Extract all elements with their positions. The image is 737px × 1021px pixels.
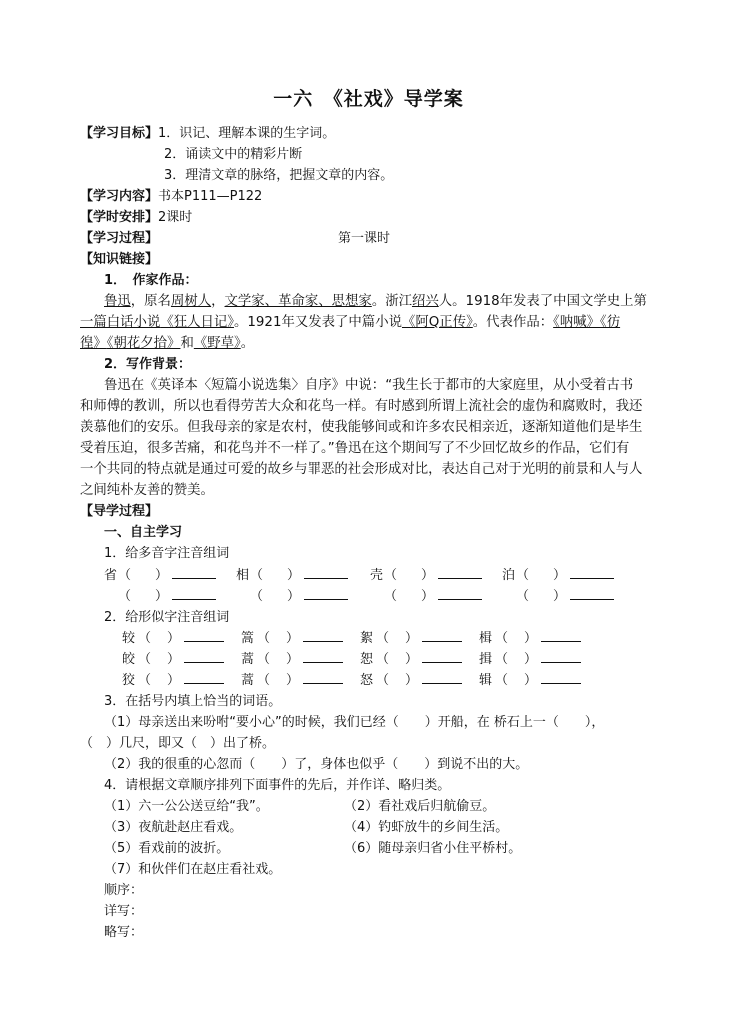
section-heading: 2．写作背景： (104, 357, 192, 372)
paren-close: ） (286, 631, 300, 646)
hours-value: 2课时 (158, 210, 193, 225)
goal-item: 3．理清文章的脉络，把握文章的内容。 (164, 168, 394, 183)
paren-close: ） (287, 589, 301, 604)
char-label: 揖 (479, 652, 493, 667)
char-label: 怒 (360, 673, 374, 688)
char-label: 絮 (360, 631, 374, 646)
text: 人。1918年发表了中国文学史上第 (438, 294, 647, 309)
paren-open: （ (495, 652, 509, 667)
background-line: 羡慕他们的安乐。但我母亲的家是农村，使我能够间或和许多农民相亲近，逐渐知道他们是毕生 (80, 420, 643, 435)
paren-close: ） (553, 589, 567, 604)
self-study-heading: 一、自主学习 (104, 525, 183, 540)
char-label: 皎 (122, 652, 136, 667)
word-blank[interactable] (541, 682, 581, 684)
char-label: 辑 (479, 673, 493, 688)
paren-open: （ (376, 673, 390, 688)
answer-text: 《狂人日记》 (160, 315, 234, 330)
answer-cell[interactable] (495, 669, 581, 688)
section-heading: 1． 作家作品： (104, 273, 198, 288)
paren-open: （ (384, 589, 398, 604)
background-line: 一个共同的特点就是通过可爱的故乡与罪恶的社会形成对比，表达自己对于光明的前景和人与人 (80, 462, 643, 477)
word-blank[interactable] (422, 640, 462, 642)
background-line: 之间纯朴友善的赞美。 (80, 483, 214, 498)
paren-open: （ (138, 631, 152, 646)
answer-cell[interactable] (495, 648, 581, 667)
char-label: 狡 (122, 673, 136, 688)
answer-cell[interactable] (257, 648, 343, 667)
word-blank[interactable] (438, 598, 482, 600)
answer-cell[interactable] (257, 669, 343, 688)
detail-label: 详写： (104, 904, 144, 919)
char-label: 蒿 (241, 673, 255, 688)
text: 。1921年又发表了中篇小说 (234, 315, 402, 330)
event-item: （3）夜航赴赵庄看戏。 (104, 820, 243, 835)
paren-close: ） (286, 652, 300, 667)
word-blank[interactable] (422, 661, 462, 663)
answer-cell[interactable] (376, 648, 462, 667)
paren-open: （ (250, 568, 264, 583)
paren-close: ） (421, 589, 435, 604)
paren-open: （ (376, 652, 390, 667)
answer-cell[interactable] (516, 585, 614, 604)
word-blank[interactable] (541, 640, 581, 642)
char-label: 恕 (360, 652, 374, 667)
paren-close: ） (287, 568, 301, 583)
word-blank[interactable] (172, 577, 216, 579)
question-heading: 4．请根据文章顺序排列下面事件的先后，并作详、略归类。 (104, 778, 451, 793)
char-label: 相 (236, 568, 250, 583)
paren-open: （ (118, 568, 132, 583)
goal-item: 2．诵读文中的精彩片断 (164, 147, 303, 162)
text: 。代表作品： (472, 315, 554, 330)
paren-close: ） (405, 631, 419, 646)
word-blank[interactable] (184, 682, 224, 684)
text: 和 (180, 336, 194, 351)
answer-text: 《阿Q正传》 (401, 315, 473, 330)
paren-open: （ (138, 673, 152, 688)
word-blank[interactable] (303, 661, 343, 663)
word-blank[interactable] (304, 598, 348, 600)
process-label: 【学习过程】 (80, 231, 159, 246)
text: 。浙江 (371, 294, 412, 309)
hours-label: 【学时安排】 (80, 210, 159, 225)
paren-close: ） (405, 652, 419, 667)
answer-text: 周树人 (170, 294, 212, 309)
answer-text: 《呐喊》 (553, 315, 600, 330)
answer-cell[interactable] (495, 627, 581, 646)
fill-line: （1）母亲送出来吩咐“要小心”的时候，我们已经（ ）开船，在 桥石上一（ ）， (104, 715, 605, 730)
guide-label: 【导学过程】 (80, 504, 159, 519)
word-blank[interactable] (422, 682, 462, 684)
background-line: 受着压迫，很多苦痛，和花鸟并不一样了。”鲁迅在这个期间写了不少回忆故乡的作品，它们有 (80, 441, 630, 456)
content-label: 【学习内容】 (80, 189, 159, 204)
char-label: 楫 (479, 631, 493, 646)
paren-close: ） (155, 568, 169, 583)
word-blank[interactable] (184, 661, 224, 663)
answer-text: 一篇白话小说 (80, 315, 161, 330)
brief-label: 略写： (104, 925, 144, 940)
fill-line: （ ）几尺，即又（ ）出了桥。 (80, 736, 276, 751)
knowledge-label: 【知识链接】 (80, 252, 159, 267)
paren-open: （ (250, 589, 264, 604)
answer-text: 徨》 (80, 336, 107, 351)
answer-cell[interactable] (257, 627, 343, 646)
background-line: 鲁迅在《英译本〈短篇小说选集〉自序》中说：“我生长于都市的大家庭里，从小受着古书 (104, 378, 634, 393)
author-line (104, 290, 647, 309)
answer-text: 绍兴 (411, 294, 439, 309)
paren-open: （ (257, 673, 271, 688)
answer-cell[interactable] (250, 564, 348, 583)
paren-open: （ (516, 589, 530, 604)
order-label: 顺序： (104, 883, 144, 898)
paren-open: （ (376, 631, 390, 646)
page-title: 一六 《社戏》导学案 (273, 88, 464, 110)
goal-item: 1．识记、理解本课的生字词。 (158, 126, 336, 141)
paren-close: ） (421, 568, 435, 583)
answer-cell[interactable] (138, 648, 224, 667)
goals-label: 【学习目标】 (80, 126, 159, 141)
event-item: （4）钓虾放牛的乡间生活。 (344, 820, 509, 835)
fill-line: （2）我的很重的心忽而（ ）了，身体也似乎（ ）到说不出的大。 (104, 757, 529, 772)
paren-open: （ (495, 631, 509, 646)
paren-close: ） (167, 652, 181, 667)
word-blank[interactable] (570, 598, 614, 600)
paren-close: ） (286, 673, 300, 688)
paren-open: （ (495, 673, 509, 688)
content-value: 书本P111—P122 (158, 189, 263, 204)
word-blank[interactable] (570, 577, 614, 579)
char-label: 蒿 (241, 652, 255, 667)
text: ， (211, 294, 225, 309)
paren-close: ） (155, 589, 169, 604)
paren-close: ） (167, 631, 181, 646)
answer-cell[interactable] (118, 585, 216, 604)
paren-open: （ (516, 568, 530, 583)
event-item: （6）随母亲归省小住平桥村。 (344, 841, 522, 856)
char-label: 省 (104, 568, 118, 583)
answer-cell[interactable] (138, 669, 224, 688)
answer-text: 文学家、革命家、思想家 (224, 294, 372, 309)
char-label: 泊 (502, 568, 516, 583)
paren-close: ） (167, 673, 181, 688)
event-item: （5）看戏前的波折。 (104, 841, 230, 856)
answer-cell[interactable] (384, 564, 482, 583)
answer-cell[interactable] (384, 585, 482, 604)
answer-text: 《彷 (600, 315, 621, 330)
paren-open: （ (384, 568, 398, 583)
event-item: （2）看社戏后归航偷豆。 (344, 799, 496, 814)
answer-cell[interactable] (118, 564, 216, 583)
event-item: （7）和伙伴们在赵庄看社戏。 (104, 862, 282, 877)
answer-text: 鲁迅 (104, 294, 131, 309)
hours-row (80, 206, 192, 225)
word-blank[interactable] (184, 640, 224, 642)
event-item: （1）六一公公送豆给“我”。 (104, 799, 269, 814)
paren-close: ） (524, 652, 538, 667)
answer-cell[interactable] (516, 564, 614, 583)
answer-text: 《野草》 (193, 336, 241, 351)
paren-close: ） (524, 631, 538, 646)
question-heading: 3．在括号内填上恰当的词语。 (104, 694, 282, 709)
author-line (80, 332, 254, 351)
goals-section (80, 122, 335, 141)
paren-open: （ (257, 652, 271, 667)
text: ，原名 (130, 294, 171, 309)
char-label: 壳 (370, 568, 384, 583)
char-label: 较 (122, 631, 136, 646)
paren-close: ） (524, 673, 538, 688)
word-blank[interactable] (438, 577, 482, 579)
question-heading: 1．给多音字注音组词 (104, 546, 230, 561)
answer-cell[interactable] (250, 585, 348, 604)
question-heading: 2．给形似字注音组词 (104, 610, 230, 625)
text: 。 (240, 336, 255, 351)
author-line (80, 311, 620, 330)
answer-cell[interactable] (138, 627, 224, 646)
paren-close: ） (405, 673, 419, 688)
paren-open: （ (138, 652, 152, 667)
background-line: 和师傅的教训，所以也看得劳苦大众和花鸟一样。有时感到所谓上流社会的虚伪和腐败时，我还 (80, 399, 643, 414)
lesson-label: 第一课时 (338, 231, 391, 246)
paren-close: ） (553, 568, 567, 583)
answer-cell[interactable] (376, 669, 462, 688)
answer-cell[interactable] (376, 627, 462, 646)
word-blank[interactable] (303, 682, 343, 684)
content-row (80, 185, 262, 204)
answer-text: 《朝花夕拾》 (106, 336, 181, 351)
word-blank[interactable] (303, 640, 343, 642)
char-label: 篙 (241, 631, 255, 646)
word-blank[interactable] (541, 661, 581, 663)
word-blank[interactable] (304, 577, 348, 579)
paren-open: （ (118, 589, 132, 604)
paren-open: （ (257, 631, 271, 646)
word-blank[interactable] (172, 598, 216, 600)
